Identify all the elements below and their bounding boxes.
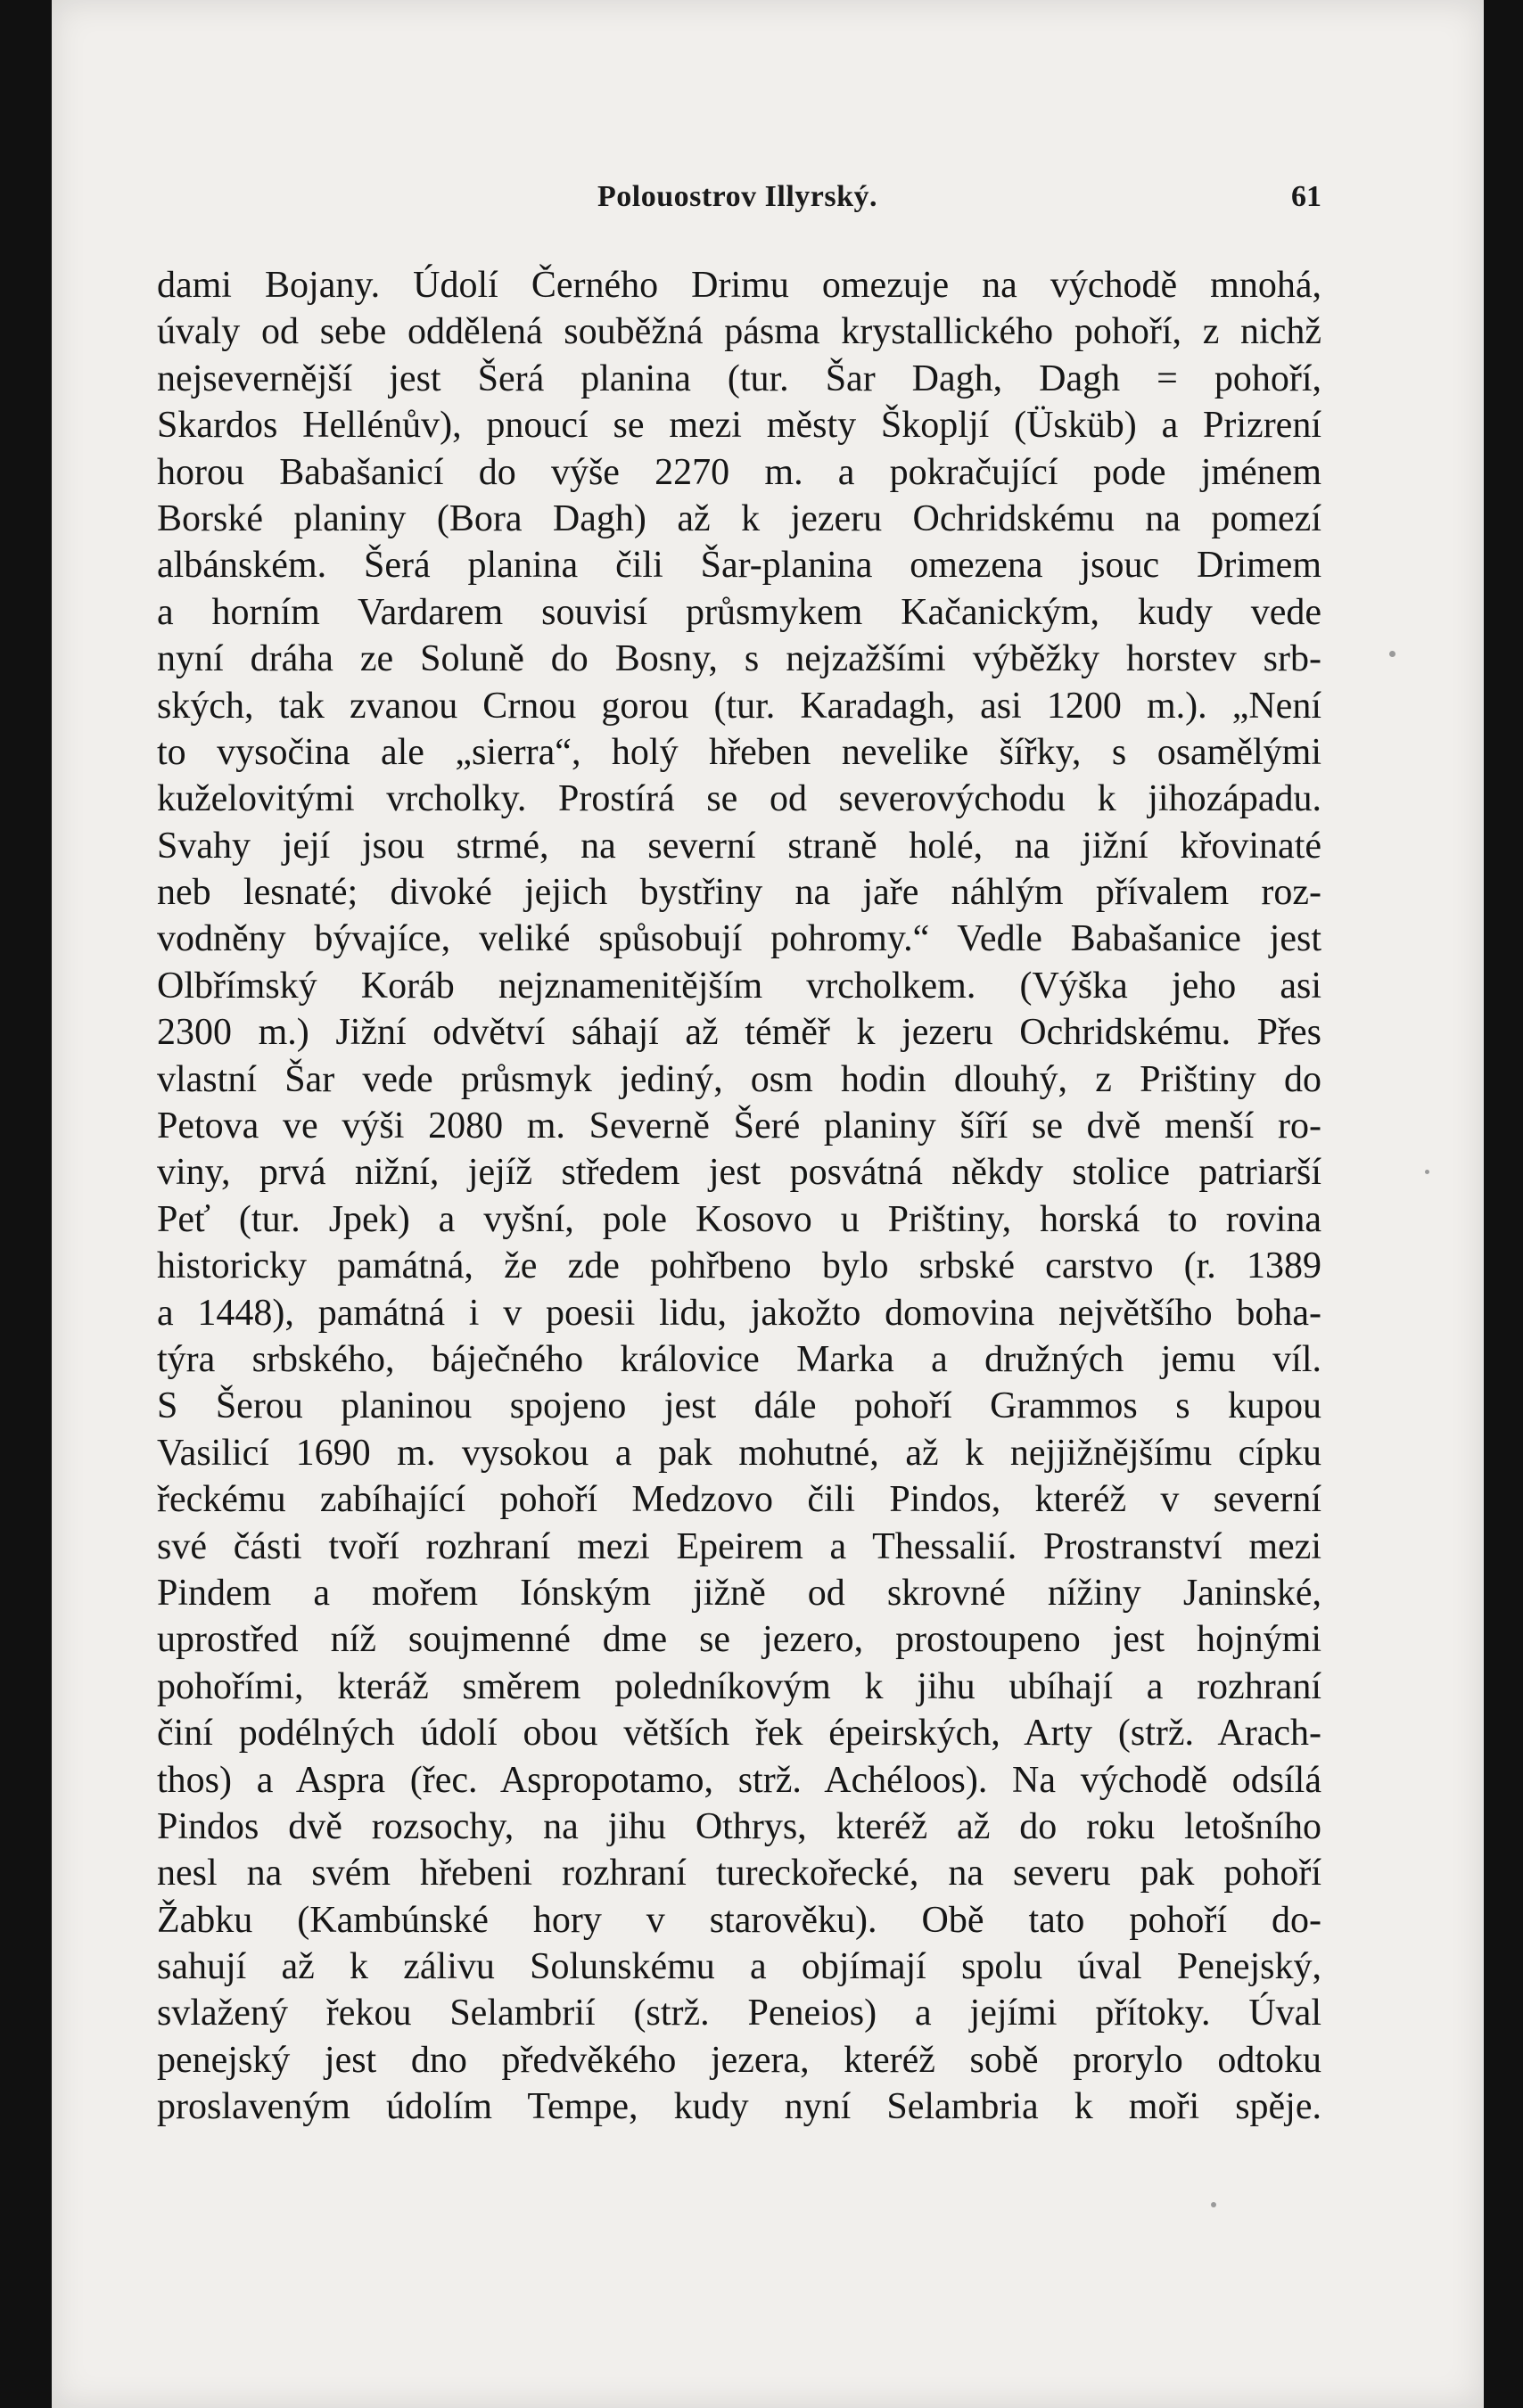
book-page <box>52 0 1484 2408</box>
text-line: Pindos dvě rozsochy, na jihu Othrys, kteréž až do roku letošního <box>157 1805 1321 1847</box>
text-line: ských, tak zvanou Crnou gorou (tur. Karadagh, asi 1200 m.). „Není <box>157 685 1321 727</box>
text-line: a horním Vardarem souvisí průsmykem Kačanickým, kudy vede <box>157 591 1321 633</box>
text-line: úvaly od sebe oddělená souběžná pásma krystallického pohoří, z nichž <box>157 311 1321 353</box>
text-line: a 1448), památná i v poesii lidu, jakožto domovina největšího boha- <box>157 1292 1321 1334</box>
text-line: thos) a Aspra (řec. Aspropotamo, strž. Achéloos). Na východě odsílá <box>157 1759 1321 1801</box>
text-line: Petova ve výši 2080 m. Severně Šeré planiny šíří se dvě menší ro- <box>157 1105 1321 1147</box>
running-title: Polouostrov Illyrský. <box>597 180 878 213</box>
text-line: historicky památná, že zde pohřbeno bylo srbské carstvo (r. 1389 <box>157 1245 1321 1287</box>
text-line: sahují až k zálivu Solunskému a objímají spolu úval Penejský, <box>157 1946 1321 1988</box>
text-line: to vysočina ale „sierra“, holý hřeben nevelike šířky, s osamělými <box>157 731 1321 773</box>
text-line: Olbřímský Koráb nejznamenitějším vrcholkem. (Výška jeho asi <box>157 965 1321 1007</box>
text-line: nesl na svém hřebeni rozhraní tureckořecké, na severu pak pohoří <box>157 1853 1321 1894</box>
text-line: S Šerou planinou spojeno jest dále pohoří Grammos s kupou <box>157 1385 1321 1427</box>
text-line: horou Babašanicí do výše 2270 m. a pokračující pode jménem <box>157 451 1321 493</box>
paper-speck <box>1211 2202 1216 2207</box>
paper-speck <box>1425 1170 1429 1174</box>
text-line: albánském. Šerá planina čili Šar-planina omezena jsouc Drimem <box>157 545 1321 587</box>
page-number: 61 <box>1291 180 1321 213</box>
text-line: Pindem a mořem Iónským jižně od skrovné nížiny Janinské, <box>157 1572 1321 1614</box>
text-line: svlažený řekou Selambrií (strž. Peneios) a jejími přítoky. Úval <box>157 1993 1321 2034</box>
text-line: Svahy její jsou strmé, na severní straně holé, na jižní křovinaté <box>157 825 1321 867</box>
text-line: Žabku (Kambúnské hory v starověku). Obě tato pohoří do- <box>157 1899 1321 1941</box>
text-line: kuželovitými vrcholky. Prostírá se od severovýchodu k jihozápadu. <box>157 778 1321 820</box>
text-line: pohořími, kteráž směrem poledníkovým k jihu ubíhají a rozhraní <box>157 1665 1321 1707</box>
text-line: dami Bojany. Údolí Černého Drimu omezuje na východě mnohá, <box>157 265 1321 306</box>
body-text <box>157 262 1321 2131</box>
text-line: Vasilicí 1690 m. vysokou a pak mohutné, až k nejjižnějšímu cípku <box>157 1432 1321 1474</box>
text-line: týra srbského, báječného královice Marka a družných jemu víl. <box>157 1338 1321 1380</box>
text-line: své části tvoří rozhraní mezi Epeirem a Thessalií. Prostranství mezi <box>157 1525 1321 1567</box>
text-line: Peť (tur. Jpek) a vyšní, pole Kosovo u Prištiny, horská to rovina <box>157 1198 1321 1240</box>
text-line: proslaveným údolím Tempe, kudy nyní Selambria k moři spěje. <box>157 2086 1321 2128</box>
text-line: Skardos Hellénův), pnoucí se mezi městy Škopljí (Üsküb) a Prizrení <box>157 405 1321 447</box>
text-line: neb lesnaté; divoké jejich bystřiny na jaře náhlým přívalem roz- <box>157 872 1321 914</box>
text-line: nejsevernější jest Šerá planina (tur. Šar Dagh, Dagh = pohoří, <box>157 358 1321 399</box>
text-line: penejský jest dno předvěkého jezera, kteréž sobě prorylo odtoku <box>157 2039 1321 2081</box>
page-header <box>157 175 1321 228</box>
text-line: Borské planiny (Bora Dagh) až k jezeru Ochridskému na pomezí <box>157 497 1321 539</box>
text-line: vodněny bývajíce, veliké spůsobují pohromy.“ Vedle Babašanice jest <box>157 918 1321 960</box>
text-line: uprostřed níž soujmenné dme se jezero, prostoupeno jest hojnými <box>157 1619 1321 1661</box>
text-line: řeckému zabíhající pohoří Medzovo čili Pindos, kteréž v severní <box>157 1479 1321 1521</box>
text-line: nyní dráha ze Soluně do Bosny, s nejzažšími výběžky horstev srb- <box>157 638 1321 680</box>
text-line: činí podélných údolí obou větších řek épeirských, Arty (strž. Arach- <box>157 1713 1321 1755</box>
paper-speck <box>1389 651 1395 657</box>
text-line: vlastní Šar vede průsmyk jediný, osm hodin dlouhý, z Prištiny do <box>157 1058 1321 1100</box>
text-line: 2300 m.) Jižní odvětví sáhají až téměř k jezeru Ochridskému. Přes <box>157 1012 1321 1054</box>
text-line: viny, prvá nižní, jejíž středem jest posvátná někdy stolice patriarší <box>157 1152 1321 1194</box>
